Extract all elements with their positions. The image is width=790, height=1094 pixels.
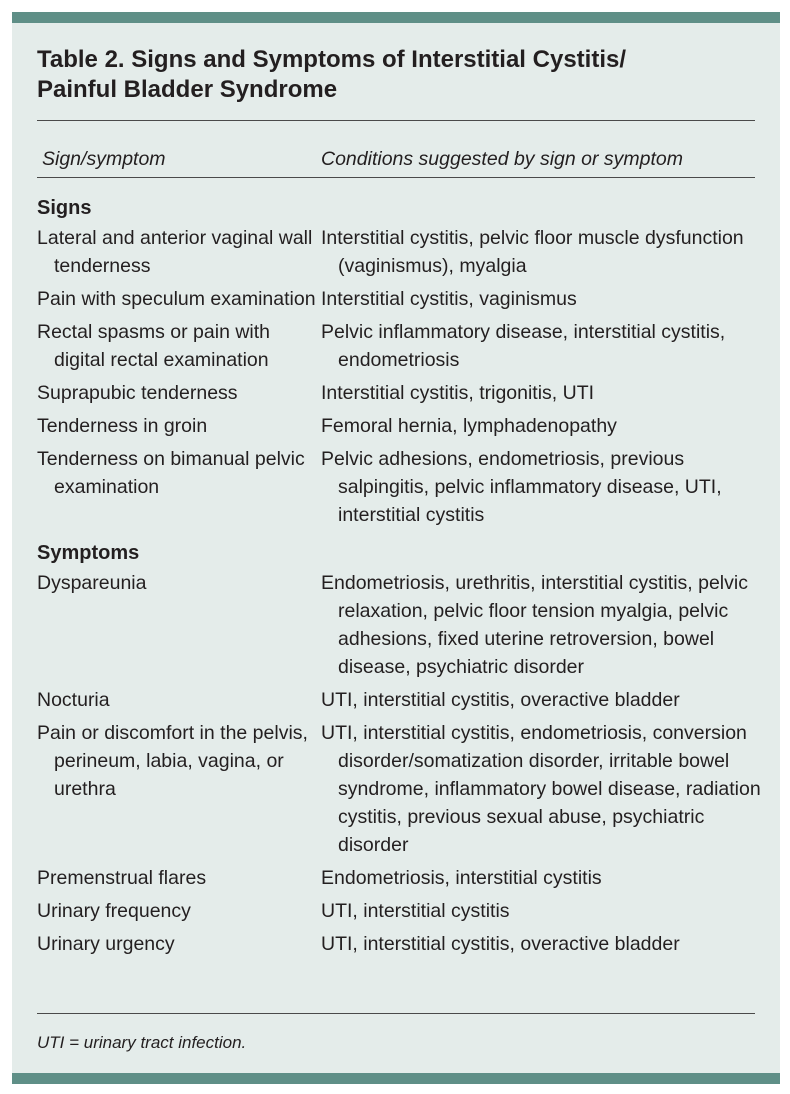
- conditions-cell: UTI, interstitial cystitis: [321, 900, 510, 922]
- table-row: [37, 719, 762, 859]
- section-heading: Symptoms: [37, 542, 140, 564]
- conditions-cell: Interstitial cystitis, trigonitis, UTI: [321, 382, 595, 404]
- section-heading: Signs: [37, 197, 92, 219]
- sign-cell: Pain with speculum examination: [37, 288, 316, 310]
- table-row: [37, 285, 762, 313]
- conditions-cell: UTI, interstitial cystitis, endometriosis, conversion disorder/somatization disorder, irritable bowel syndrome, inflammatory bowel disease, radiation cystitis, previous sexual abuse, psychiatric disorder: [321, 722, 761, 856]
- sign-cell: Premenstrual flares: [37, 867, 207, 889]
- title-line-1: Table 2. Signs and Symptoms of Interstitial Cystitis/: [37, 46, 627, 73]
- table-row: [37, 686, 762, 714]
- sign-cell: Lateral and anterior vaginal wall tenderness: [37, 227, 313, 277]
- table-panel: [12, 12, 780, 1084]
- sign-cell: Nocturia: [37, 689, 110, 711]
- conditions-cell: Interstitial cystitis, vaginismus: [321, 288, 577, 310]
- conditions-cell: Pelvic adhesions, endometriosis, previous salpingitis, pelvic inflammatory disease, UTI, interstitial cystitis: [321, 448, 722, 526]
- conditions-cell: Endometriosis, urethritis, interstitial cystitis, pelvic relaxation, pelvic floor tension myalgia, pelvic adhesions, fixed uterine retroversion, bowel disease, psychiatric disorder: [321, 572, 748, 678]
- title-line-2: Painful Bladder Syndrome: [37, 76, 338, 103]
- table-row: [37, 318, 762, 374]
- bottom-accent-bar: [12, 1073, 780, 1084]
- table-row: [37, 864, 762, 892]
- table-row: [37, 897, 762, 925]
- header-divider: [37, 177, 755, 178]
- conditions-cell: Pelvic inflammatory disease, interstitial cystitis, endometriosis: [321, 321, 726, 371]
- sign-cell: Urinary frequency: [37, 900, 191, 922]
- conditions-cell: Interstitial cystitis, pelvic floor muscle dysfunction (vaginismus), myalgia: [321, 227, 744, 277]
- conditions-cell: Endometriosis, interstitial cystitis: [321, 867, 602, 889]
- table-row: [37, 930, 762, 958]
- footer-divider: [37, 1013, 755, 1014]
- sign-cell: Urinary urgency: [37, 933, 175, 955]
- table-row: [37, 379, 762, 407]
- table-footnote: UTI = urinary tract infection.: [37, 1033, 247, 1052]
- sign-cell: Suprapubic tenderness: [37, 382, 238, 404]
- sign-cell: Pain or discomfort in the pelvis, perineum, labia, vagina, or urethra: [37, 722, 308, 800]
- column-header-conditions: Conditions suggested by sign or symptom: [321, 148, 684, 170]
- table-title: [37, 45, 757, 105]
- table-row: [37, 445, 762, 529]
- table-row: [37, 224, 762, 280]
- sign-cell: Dyspareunia: [37, 572, 147, 594]
- top-accent-bar: [12, 12, 780, 23]
- table-row: [37, 569, 762, 681]
- column-header-sign: Sign/symptom: [42, 148, 166, 170]
- sign-cell: Tenderness in groin: [37, 415, 208, 437]
- table-row: [37, 412, 762, 440]
- table-body: [37, 194, 762, 958]
- conditions-cell: UTI, interstitial cystitis, overactive bladder: [321, 933, 680, 955]
- sign-cell: Rectal spasms or pain with digital rectal examination: [37, 321, 271, 371]
- conditions-cell: Femoral hernia, lymphadenopathy: [321, 415, 617, 437]
- sign-cell: Tenderness on bimanual pelvic examination: [37, 448, 305, 498]
- conditions-cell: UTI, interstitial cystitis, overactive bladder: [321, 689, 680, 711]
- title-divider: [37, 120, 755, 121]
